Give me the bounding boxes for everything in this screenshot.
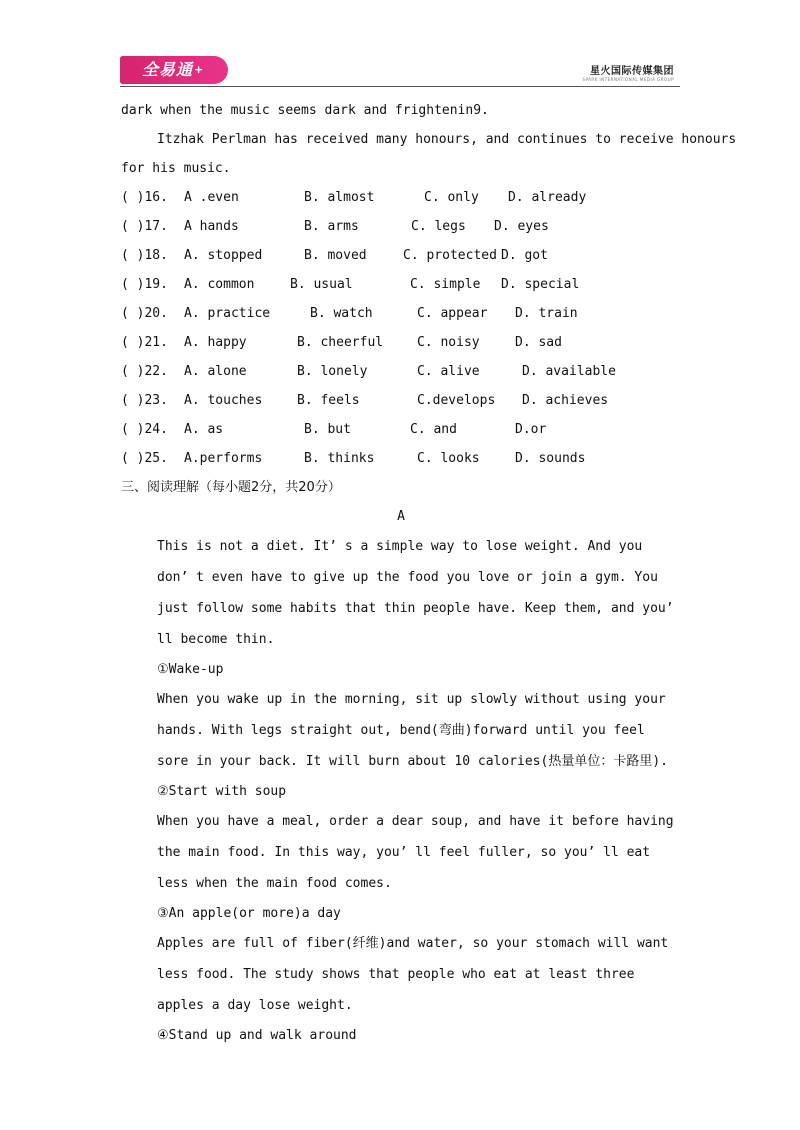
document-body bbox=[121, 96, 737, 1050]
passage-line: dark when the music seems dark and frightenin9. bbox=[121, 103, 489, 118]
section-title: 三、阅读理解（每小题2分，共20分） bbox=[121, 480, 341, 495]
question-row bbox=[121, 270, 681, 299]
question-number: ( )22. bbox=[121, 364, 168, 379]
option-b: B. moved bbox=[304, 248, 367, 263]
reading-paragraph: When you wake up in the morning, sit up slowly without using your hands. With legs straight out, bend(弯曲)forward until you feel sore in your back. It will burn about 10 calories(热量单位：卡路里). bbox=[157, 692, 668, 769]
question-number: ( )25. bbox=[121, 451, 168, 466]
option-c: C. and bbox=[410, 422, 457, 437]
passage-label: A bbox=[397, 509, 405, 524]
reading-paragraph: When you have a meal, order a dear soup, and have it before having the main food. In this way, you’ ll feel fuller, so you’ ll eat less when the main food comes. bbox=[157, 814, 674, 891]
option-a: A. stopped bbox=[184, 248, 263, 263]
option-b: B. usual bbox=[290, 277, 353, 292]
question-row bbox=[121, 386, 681, 415]
reading-heading: ①Wake-up bbox=[157, 662, 224, 677]
option-b: B. feels bbox=[297, 393, 360, 408]
option-a: A.performs bbox=[184, 451, 263, 466]
option-d: D. eyes bbox=[494, 219, 549, 234]
reading-heading: ③An apple(or more)a day bbox=[157, 906, 341, 921]
option-d: D. sad bbox=[515, 335, 562, 350]
option-d: D. already bbox=[508, 190, 587, 205]
option-d: D.or bbox=[515, 422, 547, 437]
option-a: A. common bbox=[184, 277, 255, 292]
question-row bbox=[121, 183, 681, 212]
option-c: C. simple bbox=[410, 277, 481, 292]
publisher-name: 星火国际传媒集团 bbox=[590, 66, 674, 77]
question-row bbox=[121, 299, 681, 328]
option-c: C. alive bbox=[417, 364, 480, 379]
logo-plus: + bbox=[194, 63, 205, 76]
option-b: B. cheerful bbox=[297, 335, 384, 350]
passage-line: for his music. bbox=[121, 161, 231, 176]
option-b: B. thinks bbox=[304, 451, 375, 466]
page-header bbox=[120, 56, 680, 88]
option-d: D. available bbox=[522, 364, 616, 379]
reading-paragraph: Apples are full of fiber(纤维)and water, so your stomach will want less food. The study shows that people who eat at least three apples a day lose weight. bbox=[157, 936, 669, 1013]
option-c: C.develops bbox=[417, 393, 496, 408]
question-number: ( )17. bbox=[121, 219, 168, 234]
publisher-brand bbox=[582, 62, 674, 82]
option-c: C. protected bbox=[403, 248, 497, 263]
option-a: A. as bbox=[184, 422, 224, 437]
question-row bbox=[121, 444, 681, 473]
question-row bbox=[121, 357, 681, 386]
header-divider bbox=[120, 86, 680, 87]
question-number: ( )16. bbox=[121, 190, 168, 205]
question-row bbox=[121, 212, 681, 241]
option-b: B. arms bbox=[304, 219, 359, 234]
question-number: ( )21. bbox=[121, 335, 168, 350]
brand-logo bbox=[120, 56, 228, 84]
question-number: ( )19. bbox=[121, 277, 168, 292]
publisher-subtitle: SPARK INTERNATIONAL MEDIA GROUP bbox=[582, 77, 674, 82]
option-d: D. special bbox=[501, 277, 580, 292]
option-d: D. achieves bbox=[522, 393, 609, 408]
option-b: B. lonely bbox=[297, 364, 368, 379]
option-a: A. touches bbox=[184, 393, 263, 408]
option-a: A. practice bbox=[184, 306, 271, 321]
reading-heading: ②Start with soup bbox=[157, 784, 287, 799]
question-number: ( )24. bbox=[121, 422, 168, 437]
question-number: ( )23. bbox=[121, 393, 168, 408]
logo-text: 全易通 bbox=[142, 60, 194, 79]
option-a: A. alone bbox=[184, 364, 247, 379]
reading-heading: ④Stand up and walk around bbox=[157, 1028, 357, 1043]
question-number: ( )20. bbox=[121, 306, 168, 321]
option-d: D. got bbox=[501, 248, 548, 263]
option-b: B. watch bbox=[310, 306, 373, 321]
option-c: C. looks bbox=[417, 451, 480, 466]
question-row bbox=[121, 328, 681, 357]
option-a: A hands bbox=[184, 219, 239, 234]
question-row bbox=[121, 241, 681, 270]
option-b: B. but bbox=[304, 422, 351, 437]
question-list bbox=[121, 183, 681, 473]
option-c: C. only bbox=[424, 190, 479, 205]
option-c: C. appear bbox=[417, 306, 488, 321]
option-b: B. almost bbox=[304, 190, 375, 205]
option-d: D. sounds bbox=[515, 451, 586, 466]
option-a: A .even bbox=[184, 190, 239, 205]
option-c: C. legs bbox=[411, 219, 466, 234]
reading-paragraph: This is not a diet. It’ s a simple way to lose weight. And you don’ t even have to give up the food you love or join a gym. You just follow some habits that thin people have. Keep them, and you’ ll become thin. bbox=[157, 539, 674, 647]
option-a: A. happy bbox=[184, 335, 247, 350]
question-row bbox=[121, 415, 681, 444]
option-d: D. train bbox=[515, 306, 578, 321]
passage-line: Itzhak Perlman has received many honours, and continues to receive honours bbox=[157, 132, 737, 147]
question-number: ( )18. bbox=[121, 248, 168, 263]
option-c: C. noisy bbox=[417, 335, 480, 350]
